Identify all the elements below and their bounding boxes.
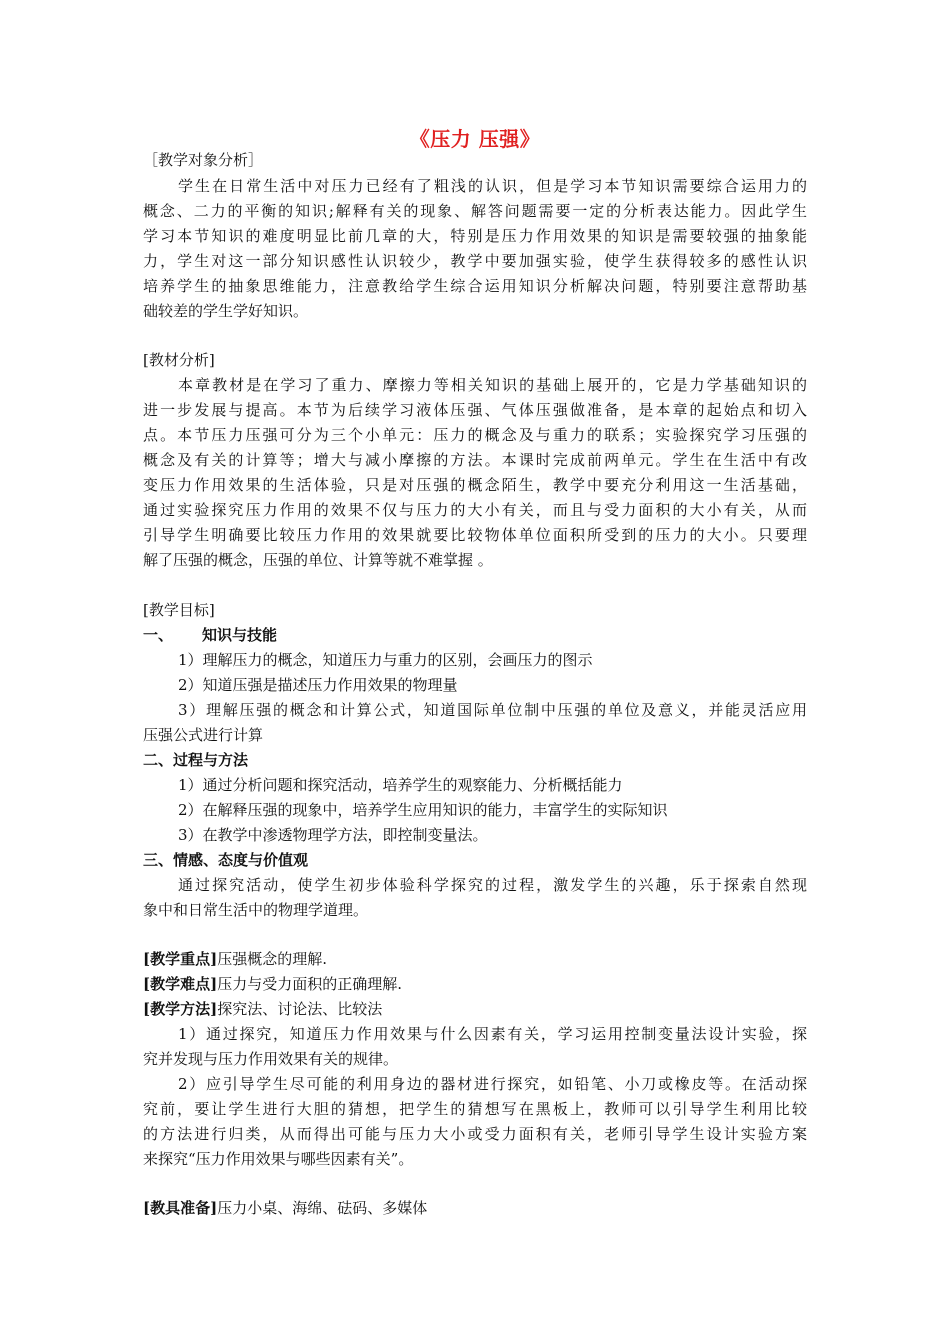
section-heading-material: [教材分析] bbox=[143, 351, 215, 369]
tools-row bbox=[143, 1196, 807, 1220]
goal-item: 3）理解压强的概念和计算公式，知道国际单位制中压强的单位及意义，并能灵活应用 bbox=[178, 701, 807, 719]
method-text: 探究法、讨论法、比较法 bbox=[217, 1000, 383, 1018]
paragraph-line: 进一步发展与提高。本节为后续学习液体压强、气体压强做准备，是本章的起始点和切入 bbox=[143, 401, 807, 419]
goal-item: 1）通过分析问题和探究活动，培养学生的观察能力、分析概括能力 bbox=[178, 776, 623, 794]
section-heading-audience: ［教学对象分析］ bbox=[143, 151, 264, 169]
paragraph-line: 培养学生的抽象思维能力，注意教给学生综合运用知识分析解决问题，特别要注意帮助基 bbox=[143, 277, 807, 295]
goal-item: 3）在教学中渗透物理学方法，即控制变量法。 bbox=[178, 826, 488, 844]
goal-item: 压强公式进行计算 bbox=[143, 726, 264, 744]
paragraph-line: 的方法进行归类，从而得出可能与压力大小或受力面积有关，老师引导学生设计实验方案 bbox=[143, 1125, 807, 1143]
goal-item: 2）知道压强是描述压力作用效果的物理量 bbox=[178, 676, 458, 694]
tools-label: [教具准备] bbox=[143, 1199, 218, 1217]
paragraph-line: 象中和日常生活中的物理学道理。 bbox=[143, 901, 369, 919]
focus-row bbox=[143, 947, 807, 971]
difficulty-text: 压力与受力面积的正确理解. bbox=[217, 975, 402, 993]
paragraph-line: 究并发现与压力作用效果有关的规律。 bbox=[143, 1050, 399, 1068]
paragraph-line: 通过实验探究压力作用的效果不仅与压力的大小有关，而且与受力面积的大小有关，从而 bbox=[143, 501, 807, 519]
difficulty-label: [教学难点] bbox=[143, 975, 218, 993]
paragraph-line: 力，学生对这一部分知识感性认识较少，教学中要加强实验，使学生获得较多的感性认识 bbox=[143, 252, 807, 270]
focus-text: 压强概念的理解. bbox=[217, 950, 327, 968]
paragraph-line: 解了压强的概念，压强的单位、计算等就不难掌握 。 bbox=[143, 551, 493, 569]
difficulty-row bbox=[143, 972, 807, 996]
goal-item: 2）在解释压强的现象中，培养学生应用知识的能力，丰富学生的实际知识 bbox=[178, 801, 668, 819]
paragraph-line: 通过探究活动，使学生初步体验科学探究的过程，激发学生的兴趣，乐于探索自然现 bbox=[178, 876, 807, 894]
paragraph-line: 2）应引导学生尽可能的利用身边的器材进行探究，如铅笔、小刀或橡皮等。在活动探 bbox=[178, 1075, 807, 1093]
paragraph-line: 点。本节压力压强可分为三个小单元：压力的概念及与重力的联系；实验探究学习压强的 bbox=[143, 426, 807, 444]
tools-text: 压力小桌、海绵、砝码、多媒体 bbox=[217, 1199, 428, 1217]
goal-heading-attitude: 三、情感、态度与价值观 bbox=[143, 851, 309, 869]
goal-number-1: 一、 bbox=[143, 626, 174, 644]
focus-label: [教学重点] bbox=[143, 950, 218, 968]
paragraph-line: 学习本节知识的难度明显比前几章的大，特别是压力作用效果的知识是需要较强的抽象能 bbox=[143, 227, 807, 245]
paragraph-line: 引导学生明确要比较压力作用的效果就要比较物体单位面积所受到的压力的大小。只要理 bbox=[143, 526, 807, 544]
paragraph-line: 变压力作用效果的生活体验，只是对压强的概念陌生，教学中要充分利用这一生活基础， bbox=[143, 476, 807, 494]
goal-heading-process: 二、过程与方法 bbox=[143, 751, 249, 769]
paragraph-line: 学生在日常生活中对压力已经有了粗浅的认识，但是学习本节知识需要综合运用力的 bbox=[178, 177, 807, 195]
document-title: 《压力 压强》 bbox=[409, 127, 541, 151]
method-row bbox=[143, 997, 807, 1021]
goal-item: 1）理解压力的概念，知道压力与重力的区别，会画压力的图示 bbox=[178, 651, 593, 669]
paragraph-line: 概念及有关的计算等；增大与减小摩擦的方法。本课时完成前两单元。学生在生活中有改 bbox=[143, 451, 807, 469]
paragraph-line: 究前，要让学生进行大胆的猜想，把学生的猜想写在黑板上，教师可以引导学生利用比较 bbox=[143, 1100, 807, 1118]
method-label: [教学方法] bbox=[143, 1000, 218, 1018]
paragraph-line: 本章教材是在学习了重力、摩擦力等相关知识的基础上展开的，它是力学基础知识的 bbox=[178, 376, 807, 394]
paragraph-line: 概念、二力的平衡的知识;解释有关的现象、解答问题需要一定的分析表达能力。因此学生 bbox=[143, 202, 807, 220]
section-heading-goals: [教学目标] bbox=[143, 601, 215, 619]
goal-heading-knowledge: 知识与技能 bbox=[202, 626, 278, 644]
paragraph-line: 来探究“压力作用效果与哪些因素有关”。 bbox=[143, 1150, 414, 1168]
paragraph-line: 1）通过探究，知道压力作用效果与什么因素有关，学习运用控制变量法设计实验，探 bbox=[178, 1025, 807, 1043]
paragraph-line: 础较差的学生学好知识。 bbox=[143, 302, 309, 320]
